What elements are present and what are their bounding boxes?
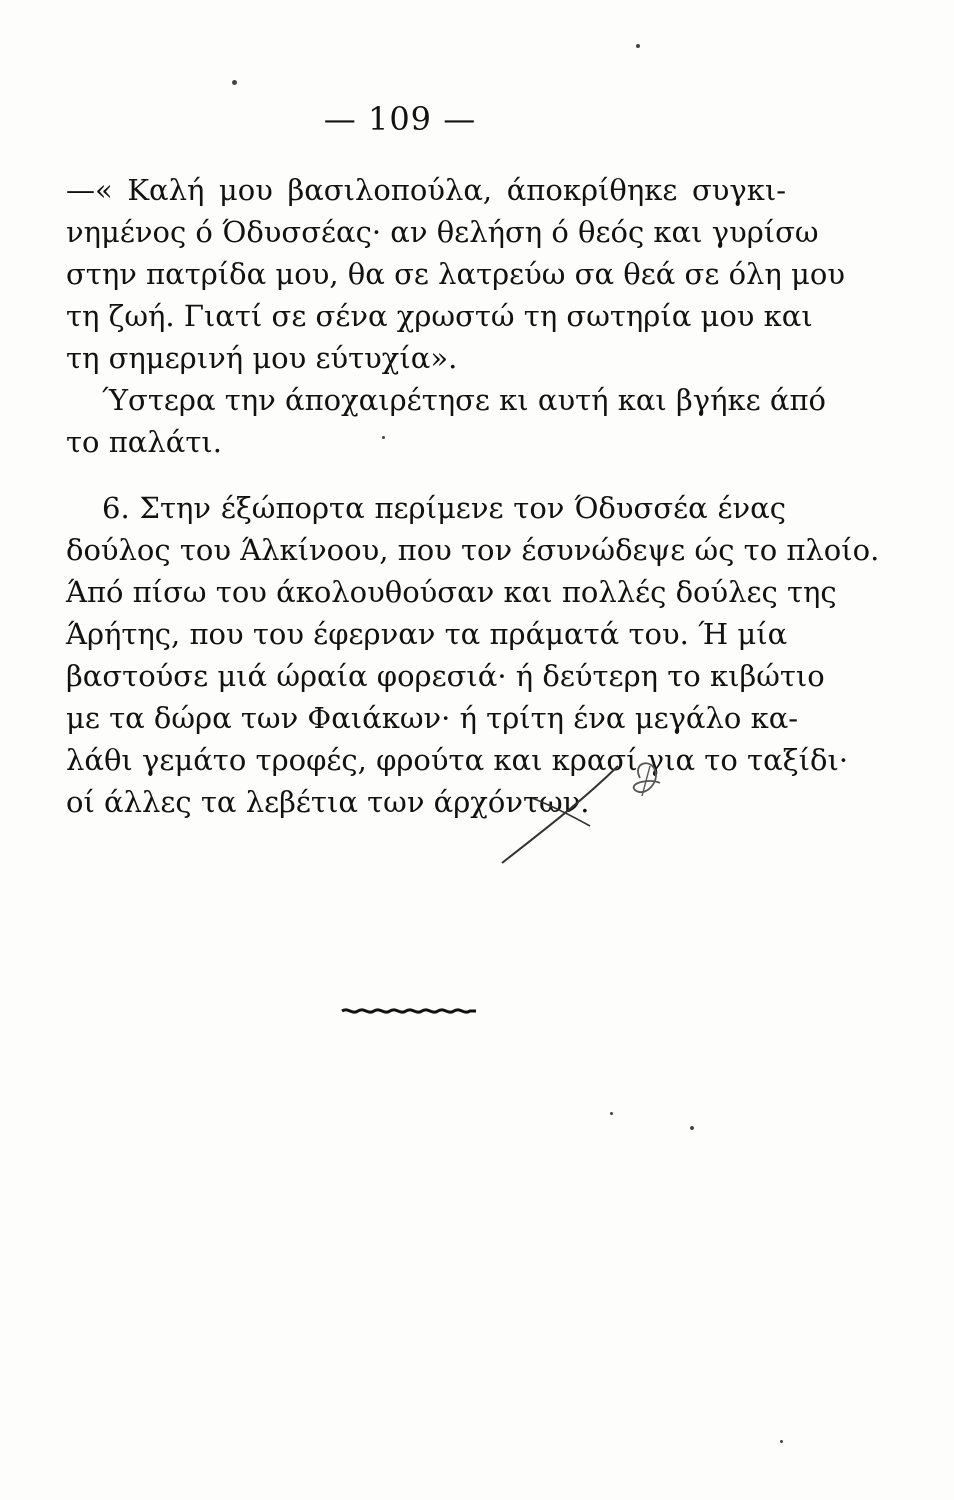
text-line-4: τη ζωή. Γιατί σε σένα χρωστώ τη σωτηρία μου και <box>66 299 813 333</box>
text-line-9: δούλος του Άλκίνοου, που τον έσυνώδεψε ώς το πλοίο. <box>66 533 880 567</box>
end-ornament <box>340 1004 478 1018</box>
paper-speck <box>636 44 640 48</box>
text-line-14: λάθι γεμάτο τροφές, φρούτα και κρασί για το ταξίδι· <box>66 743 849 777</box>
text-line-15: οί άλλες τα λεβέτια των άρχόντων. <box>66 785 590 819</box>
text-line-11: Άρήτης, που του έφερναν τα πράματά του. Ή μία <box>66 617 788 651</box>
text-line-5: τη σημερινή μου εύτυχία». <box>66 341 458 375</box>
text-line-12: βαστούσε μιά ώραία φορεσιά· ή δεύτερη το κιβώτιο <box>66 659 825 693</box>
paper-speck <box>232 80 237 85</box>
paper-speck <box>690 1126 694 1130</box>
page-number: — 109 — <box>323 100 477 138</box>
text-line-2: νημένος ό Όδυσσέας· αν θελήση ό θεός και γυρίσω <box>66 215 819 249</box>
paper-speck <box>610 1112 613 1115</box>
paper-speck <box>382 436 385 439</box>
text-line-10: Άπό πίσω του άκολουθούσαν και πολλές δούλες της <box>66 575 837 609</box>
section-6-line-1: 6. Στην έξώπορτα περίμενε τον Όδυσσέα ένας <box>102 491 786 525</box>
pen-mark <box>490 748 700 868</box>
text-line-1: —« Καλή μου βασιλοπούλα, άποκρίθηκε συγκι- <box>66 173 786 207</box>
paper-speck <box>780 1440 783 1443</box>
text-line-3: στην πατρίδα μου, θα σε λατρεύω σα θεά σε όλη μου <box>66 257 845 291</box>
text-line-6: Ύστερα την άποχαιρέτησε κι αυτή και βγήκε άπό <box>102 383 826 417</box>
text-line-7: το παλάτι. <box>66 425 222 459</box>
text-line-13: με τα δώρα των Φαιάκων· ή τρίτη ένα μεγάλο κα- <box>66 701 799 735</box>
